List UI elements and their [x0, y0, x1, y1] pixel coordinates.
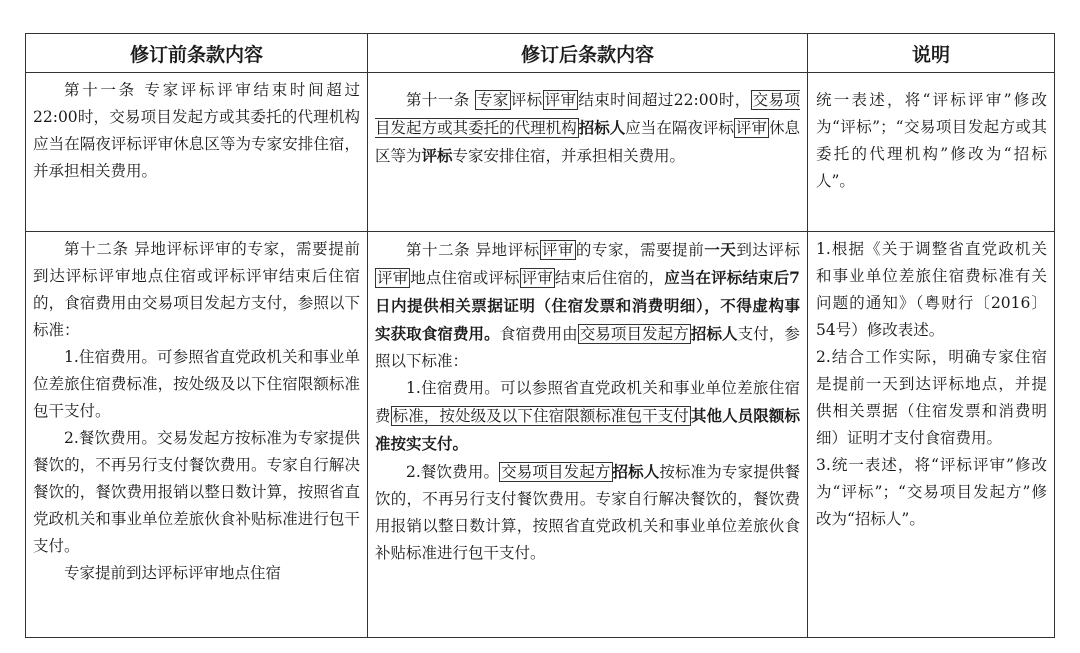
- text: 评标: [510, 91, 543, 109]
- clause-1-after: [375, 375, 800, 458]
- article-12-before: 第十二条 异地评标评审的专家，需要提前到达评标评审地点住宿或评标评审结束后住宿的，食宿费用由交易项目发起方支付，参照以下标准：: [33, 240, 360, 339]
- table-row: [26, 73, 1055, 232]
- added-text: 招标人: [578, 118, 626, 137]
- added-text: 应当在评标结束后7日内提供相关票据证明（住宿发票和消费明细），不得虚构事实获取食宿费用。: [375, 268, 800, 343]
- table-row: [26, 232, 1055, 638]
- deleted-text: 评审: [521, 269, 553, 287]
- added-text: 招标人: [612, 462, 660, 481]
- text: 按标准为专家提供餐饮的，不再另行支付餐饮费用。专家自行解决餐饮的，餐饮费用报销以整日数计算，按照省直党政机关和事业单位差旅伙食补贴标准进行包干支付。: [375, 463, 800, 562]
- article-11-after: [375, 87, 800, 170]
- text: 1.住宿费用。可以参照省直党政机关和事业单位差旅住宿费: [375, 379, 800, 425]
- clause-1-before: 1.住宿费用。可参照省直党政机关和事业单位差旅住宿费标准，按处级及以下住宿限额标准包干支付。: [33, 348, 360, 420]
- cell-before: [26, 73, 368, 232]
- deleted-text: 交易项目发起方: [579, 325, 689, 343]
- clause-3-before: 专家提前到达评标评审地点住宿: [64, 564, 282, 582]
- deleted-text: 交易项目发起方: [501, 463, 611, 481]
- deleted-text: 评审: [377, 269, 409, 287]
- text: 结束时间超过22:00时，: [578, 91, 751, 109]
- text: 食宿费用由: [499, 325, 578, 343]
- cell-note: [808, 232, 1055, 638]
- cell-after: [368, 73, 808, 232]
- deleted-text: 评审: [735, 119, 767, 137]
- article-12-after: [375, 236, 800, 375]
- cell-note: [808, 73, 1055, 232]
- clause-2-after: [375, 458, 800, 567]
- note-item-1: 1.根据《关于调整省直党政机关和事业单位差旅住宿费标准有关问题的通知》（粤财行〔2016〕54号）修改表述。: [816, 240, 1047, 339]
- text: 休息区等为: [375, 119, 800, 165]
- text: 第十一条: [406, 91, 475, 109]
- text: 2.餐饮费用。: [406, 463, 500, 481]
- text: 支付，参照以下标准：: [375, 325, 800, 370]
- deleted-text: 交易项目发起方或其委托的代理机构: [375, 91, 800, 137]
- text: 到达评标: [736, 241, 800, 259]
- deleted-text: 评审: [541, 241, 574, 259]
- deleted-text: 标准，按处级及以下住宿限额标准包干支付: [392, 407, 689, 425]
- header-row: [26, 34, 1055, 73]
- cell-before: [26, 232, 368, 638]
- cell-after: [368, 232, 808, 638]
- note-text: 统一表述，将“评标评审”修改为“评标”；“交易项目发起方或其委托的代理机构”修改为“招标人”。: [816, 91, 1047, 190]
- clause-2-before: 2.餐饮费用。交易发起方按标准为专家提供餐饮的，不再另行支付餐饮费用。专家自行解决餐饮的，餐饮费用报销以整日数计算，按照省直党政机关和事业单位差旅伙食补贴标准进行包干支付。: [33, 429, 360, 555]
- article-11-before: 第十一条 专家评标评审结束时间超过22:00时，交易项目发起方或其委托的代理机构应当在隔夜评标评审休息区等为专家安排住宿，并承担相关费用。: [33, 81, 360, 180]
- text: 应当在隔夜评标: [625, 119, 734, 137]
- added-text: 评标: [421, 146, 453, 165]
- text: 结束后住宿的，: [554, 269, 665, 287]
- note-item-3: 3.统一表述，将“评标评审”修改为“评标”；“交易项目发起方”修改为“招标人”。: [816, 456, 1047, 528]
- added-text: 一天: [704, 240, 737, 259]
- note-item-2: 2.结合工作实际，明确专家住宿是提前一天到达评标地点，并提供相关票据（住宿发票和消费明细）证明才支付食宿费用。: [816, 348, 1047, 447]
- added-text: 其他人员限额标准按实支付。: [375, 406, 800, 453]
- header-before: 修订前条款内容: [26, 34, 368, 73]
- text: 专家安排住宿，并承担相关费用。: [452, 147, 686, 165]
- deleted-text: 专家: [476, 91, 509, 109]
- header-note: 说明: [808, 34, 1055, 73]
- deleted-text: 评审: [544, 91, 577, 109]
- text: 地点住宿或评标: [410, 269, 520, 287]
- revision-comparison-table: [25, 33, 1055, 638]
- text: 的专家，需要提前: [575, 241, 705, 259]
- text: 第十二条 异地评标: [406, 241, 540, 259]
- header-after: 修订后条款内容: [368, 34, 808, 73]
- added-text: 招标人: [690, 324, 738, 343]
